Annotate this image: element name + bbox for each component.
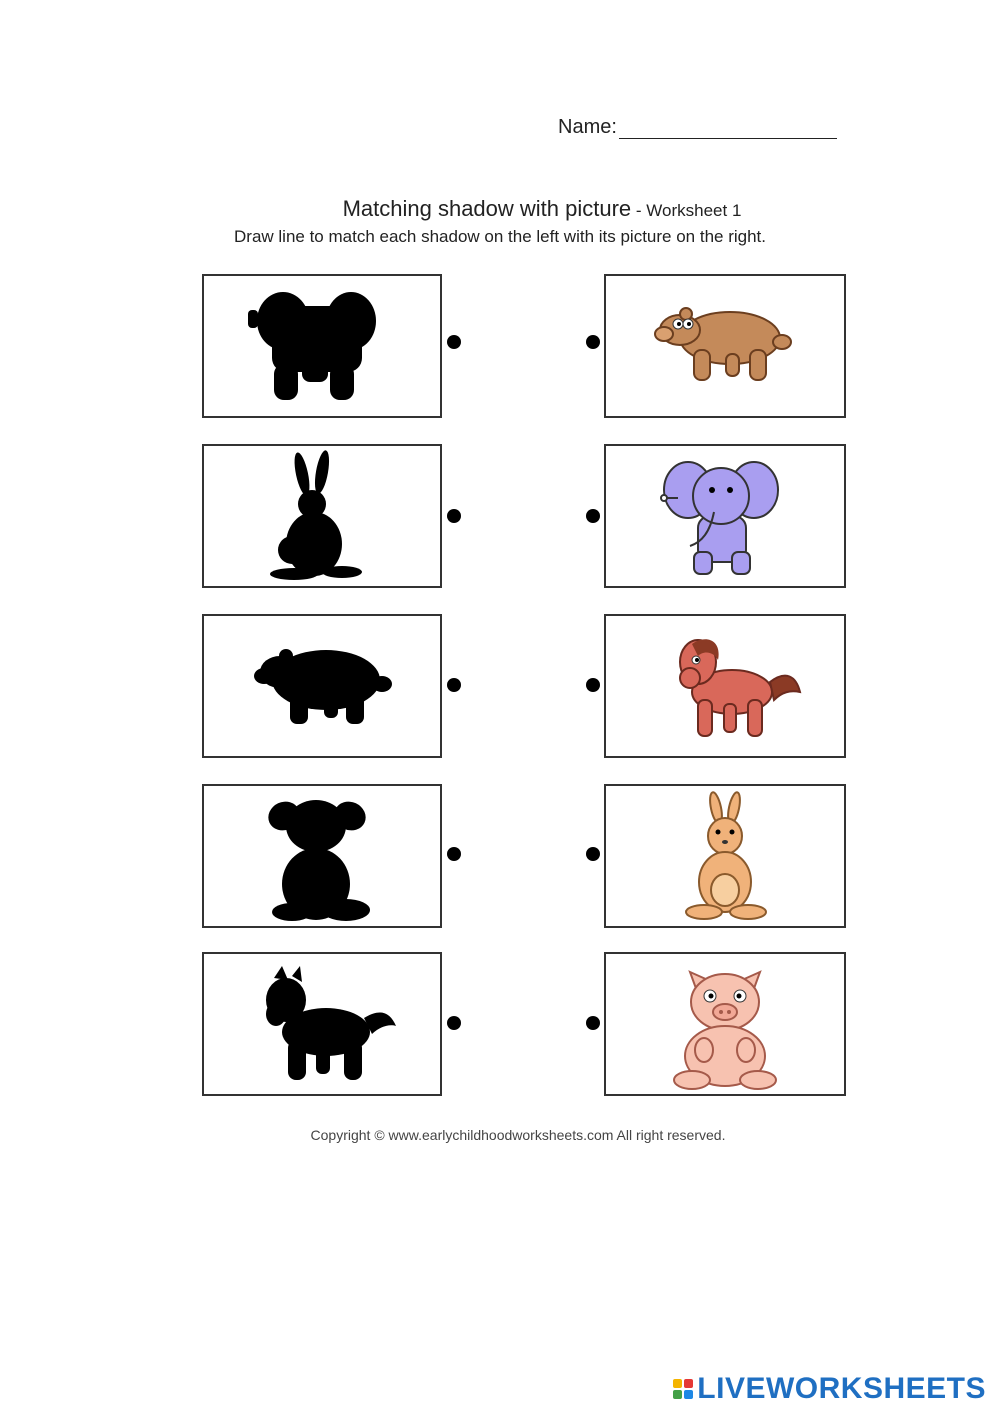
picture-box-pig	[604, 952, 846, 1096]
bear-shadow-icon	[204, 616, 440, 756]
bear-picture-icon	[606, 276, 844, 416]
picture-dot-3[interactable]	[586, 678, 600, 692]
shadow-dot-4[interactable]	[447, 847, 461, 861]
kangaroo-picture-icon	[606, 786, 844, 926]
elephant-picture-icon	[606, 446, 844, 586]
picture-box-kangaroo	[604, 784, 846, 928]
elephant-shadow-icon	[204, 276, 440, 416]
shadow-dot-5[interactable]	[447, 1016, 461, 1030]
pig-picture-icon	[606, 954, 844, 1094]
shadow-dot-1[interactable]	[447, 335, 461, 349]
title-main: Matching shadow with picture	[342, 196, 632, 221]
name-label: Name:	[558, 116, 617, 138]
shadow-box-rabbit	[202, 444, 442, 588]
shadow-dot-2[interactable]	[447, 509, 461, 523]
name-field	[558, 116, 837, 139]
picture-box-elephant	[604, 444, 846, 588]
shadow-dot-3[interactable]	[447, 678, 461, 692]
picture-dot-2[interactable]	[586, 509, 600, 523]
brand-name: LIVEWORKSHEETS	[697, 1372, 986, 1405]
picture-box-bear	[604, 274, 846, 418]
horse-picture-icon	[606, 616, 844, 756]
shadow-box-dog	[202, 784, 442, 928]
liveworksheets-logo	[673, 1372, 986, 1406]
shadow-box-bear	[202, 614, 442, 758]
shadow-box-horse	[202, 952, 442, 1096]
picture-dot-5[interactable]	[586, 1016, 600, 1030]
brand-squares-icon	[673, 1379, 693, 1399]
title-sub: - Worksheet 1	[631, 201, 742, 220]
picture-dot-4[interactable]	[586, 847, 600, 861]
horse-shadow-icon	[204, 954, 440, 1094]
picture-dot-1[interactable]	[586, 335, 600, 349]
picture-box-horse	[604, 614, 846, 758]
shadow-box-elephant	[202, 274, 442, 418]
worksheet-title	[0, 196, 1000, 222]
copyright-text: Copyright © www.earlychildhoodworksheets.com All right reserved.	[310, 1127, 726, 1143]
rabbit-shadow-icon	[204, 446, 440, 586]
dog-shadow-icon	[204, 786, 440, 926]
instructions: Draw line to match each shadow on the left with its picture on the right.	[234, 227, 766, 246]
name-blank-line[interactable]	[619, 118, 837, 139]
